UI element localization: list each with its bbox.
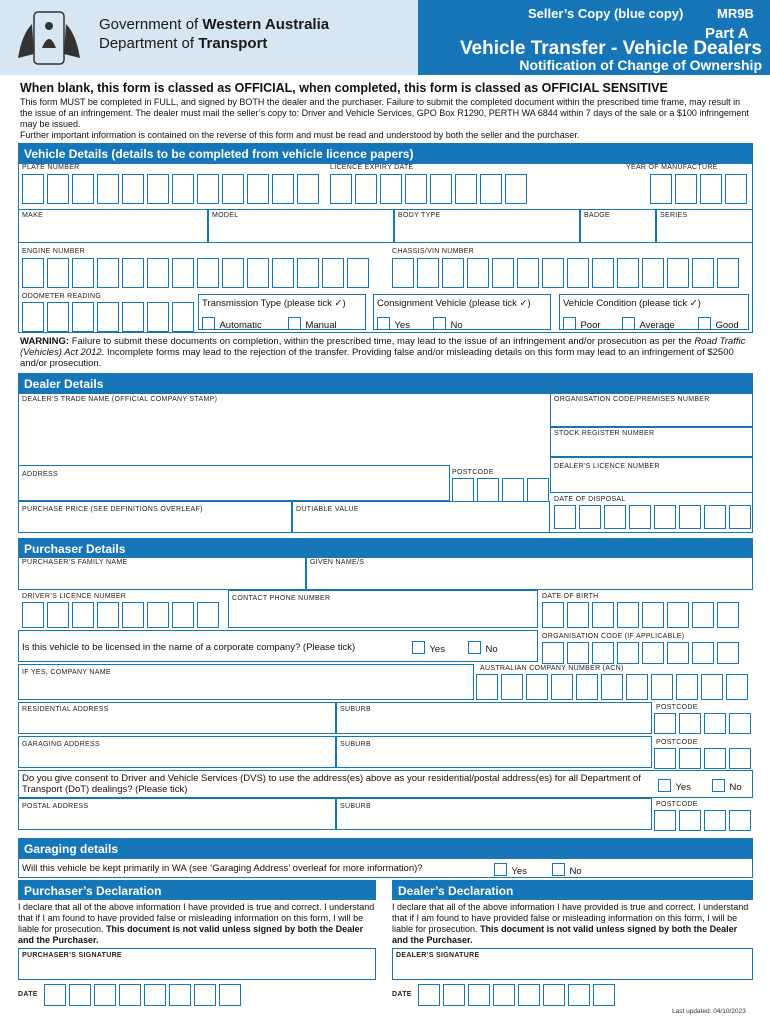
org-applicable-label: ORGANISATION CODE (IF APPLICABLE) — [542, 633, 685, 640]
year-cells[interactable] — [650, 174, 750, 204]
make-field[interactable] — [18, 209, 208, 243]
condition-poor[interactable]: Poor — [563, 315, 601, 333]
res-postcode-cells[interactable] — [654, 713, 754, 734]
licence-cells[interactable] — [22, 602, 222, 628]
poor-checkbox[interactable] — [563, 317, 576, 330]
family-label: PURCHASER’S FAMILY NAME — [22, 559, 128, 566]
acn-cells[interactable] — [476, 674, 751, 700]
gar-suburb-field[interactable] — [336, 736, 652, 768]
disposal-label: DATE OF DISPOSAL — [554, 496, 626, 503]
garaging-label: GARAGING ADDRESS — [22, 741, 100, 748]
purchaser-date-cells[interactable] — [44, 984, 244, 1006]
plate-cells[interactable] — [22, 174, 322, 204]
odometer-cells[interactable] — [22, 302, 197, 332]
purchaser-signature-label: PURCHASER’S SIGNATURE — [22, 952, 122, 959]
address-label: ADDRESS — [22, 471, 58, 478]
consent-question: Do you give consent to Driver and Vehicle Services (DVS) to use the address(es) above as your residential/postal address(es) for all Department of Transport (DoT) dealings? (Please tick) — [22, 773, 641, 795]
intro-text: This form MUST be completed in FULL, and signed by BOTH the dealer and the purchaser. Failure to submit the completed document within the prescribed time frame, may result in the issue of an infringement. The dealer must mail the seller’s copy to: Driver and Vehicle Services, GPO Box R1290, PERTH WA 6844 within 7 days of the sale or a $100 infringement may be issued. — [20, 97, 749, 129]
garaging-no-checkbox[interactable] — [552, 863, 565, 876]
purchaser-decl-text: I declare that all of the above information I have provided is true and correct. I understand that if I am found to have provided false or misleading information on this form, I will be liable for prosecution. This document is not valid unless signed by both the Dealer and the Purchaser. — [18, 902, 375, 945]
gar-postcode-label: POSTCODE — [656, 739, 698, 746]
make-label: MAKE — [22, 212, 44, 219]
dealer-signature-label: DEALER’S SIGNATURE — [396, 952, 480, 959]
consent-no-checkbox[interactable] — [712, 779, 725, 792]
acn-label: AUSTRALIAN COMPANY NUMBER (ACN) — [480, 665, 624, 672]
chassis-cells[interactable] — [392, 258, 742, 288]
price-label: PURCHASE PRICE (SEE DEFINITIONS OVERLEAF) — [22, 506, 203, 513]
res-suburb-label: SUBURB — [340, 706, 371, 713]
form-title: Vehicle Transfer - Vehicle Dealers — [459, 38, 762, 59]
odometer-label: ODOMETER READING — [22, 293, 102, 300]
part-label: Part A — [705, 25, 749, 42]
engine-label: ENGINE NUMBER — [22, 248, 86, 255]
dealer-licence-label: DEALER’S LICENCE NUMBER — [554, 463, 660, 470]
chassis-label: CHASSIS/VIN NUMBER — [392, 248, 475, 255]
gar-suburb-label: SUBURB — [340, 741, 371, 748]
plate-label: PLATE NUMBER — [22, 164, 80, 171]
good-checkbox[interactable] — [698, 317, 711, 330]
vehicle-heading: Vehicle Details (details to be completed from vehicle licence papers) — [18, 143, 753, 163]
automatic-option[interactable]: Automatic — [202, 315, 262, 333]
dob-label: DATE OF BIRTH — [542, 593, 599, 600]
dealer-postcode-cells[interactable] — [452, 478, 552, 502]
consent-no[interactable]: No — [712, 777, 742, 795]
consent-yes-checkbox[interactable] — [658, 779, 671, 792]
consignment-yes-checkbox[interactable] — [377, 317, 390, 330]
postal-postcode-cells[interactable] — [654, 810, 754, 831]
consignment-label: Consignment Vehicle (please tick ✓) — [377, 298, 531, 309]
body-label: BODY TYPE — [398, 212, 441, 219]
dealer-date-cells[interactable] — [418, 984, 618, 1006]
condition-good[interactable]: Good — [698, 315, 739, 333]
consignment-no-checkbox[interactable] — [433, 317, 446, 330]
given-field[interactable] — [306, 556, 753, 590]
org-code-label: ORGANISATION CODE/PREMISES NUMBER — [554, 396, 710, 403]
dob-cells[interactable] — [542, 602, 742, 628]
dealer-postcode-label: POSTCODE — [452, 469, 494, 476]
postal-label: POSTAL ADDRESS — [22, 803, 89, 810]
dealer-decl-text: I declare that all of the above information I have provided is true and correct. I understand that if I am found to have provided false or misleading information on this form, I will be liable for prosecution. This document is not valid unless signed by both the Dealer and the Purchaser. — [392, 902, 749, 945]
badge-label: BADGE — [584, 212, 611, 219]
gar-postcode-cells[interactable] — [654, 748, 754, 769]
dealer-decl-heading: Dealer’s Declaration — [392, 880, 753, 900]
trade-name-label: DEALER’S TRADE NAME (OFFICIAL COMPANY STAMP) — [22, 396, 218, 403]
expiry-label: LICENCE EXPIRY DATE — [330, 164, 414, 171]
dealer-heading: Dealer Details — [18, 373, 753, 393]
org-applicable-cells[interactable] — [542, 642, 742, 664]
consignment-no[interactable]: No — [433, 315, 463, 333]
consignment-yes[interactable]: Yes — [377, 315, 410, 333]
copy-label: Seller’s Copy (blue copy) — [528, 6, 684, 21]
dealer-date-label: DATE — [392, 991, 412, 998]
garaging-question: Will this vehicle be kept primarily in WA (see ‘Garaging Address’ overleaf for more information)? — [22, 863, 423, 874]
gov-title: Government of Western Australia — [99, 16, 330, 33]
dutiable-label: DUTIABLE VALUE — [296, 506, 359, 513]
manual-checkbox[interactable] — [288, 317, 301, 330]
purchaser-decl-heading: Purchaser’s Declaration — [18, 880, 376, 900]
company-label: IF YES, COMPANY NAME — [22, 669, 111, 676]
model-label: MODEL — [212, 212, 239, 219]
corporate-no-checkbox[interactable] — [468, 641, 481, 654]
phone-label: CONTACT PHONE NUMBER — [232, 595, 331, 602]
condition-average[interactable]: Average — [622, 315, 675, 333]
corporate-yes-checkbox[interactable] — [412, 641, 425, 654]
purchaser-heading: Purchaser Details — [18, 538, 753, 558]
corporate-question: Is this vehicle to be licensed in the name of a corporate company? (Please tick) — [22, 642, 356, 653]
expiry-cells[interactable] — [330, 174, 530, 204]
corporate-no[interactable]: No — [468, 639, 498, 657]
corporate-yes[interactable]: Yes — [412, 639, 445, 657]
address-field[interactable] — [18, 465, 450, 501]
form-subtitle: Notification of Change of Ownership — [519, 57, 762, 73]
licence-label: DRIVER’S LICENCE NUMBER — [22, 593, 127, 600]
further-info: Further important information is contained on the reverse of this form and must be read and understood by both the seller and the purchaser. — [20, 130, 580, 140]
form-code: MR9B — [717, 6, 754, 21]
postal-suburb-label: SUBURB — [340, 803, 371, 810]
consent-yes[interactable]: Yes — [658, 777, 691, 795]
garaging-no[interactable]: No — [552, 861, 582, 879]
automatic-checkbox[interactable] — [202, 317, 215, 330]
manual-option[interactable]: Manual — [288, 315, 337, 333]
last-updated: Last updated: 04/10/2023 — [672, 1008, 746, 1015]
residential-label: RESIDENTIAL ADDRESS — [22, 706, 109, 713]
series-label: SERIES — [660, 212, 688, 219]
year-label: YEAR OF MANUFACTURE — [626, 164, 718, 171]
transmission-label: Transmission Type (please tick ✓) — [202, 298, 346, 309]
disposal-cells[interactable] — [554, 505, 754, 529]
res-postcode-label: POSTCODE — [656, 704, 698, 711]
postal-suburb-field[interactable] — [336, 798, 652, 830]
garaging-yes[interactable]: Yes — [494, 861, 527, 879]
warning-text: WARNING: Failure to submit these documents on completion, within the prescribed time, may lead to the issue of an infringement and/or prosecution as per the Road Traffic (Vehicles) Act 2012. Incomplete forms may lead to the rejection of the transfer. Providing false and/or misleading details on this form may lead to an infringement of $2500 and/or prosecution. — [20, 336, 746, 369]
condition-label: Vehicle Condition (please tick ✓) — [563, 298, 701, 309]
garaging-heading: Garaging details — [18, 838, 753, 858]
garaging-yes-checkbox[interactable] — [494, 863, 507, 876]
postal-postcode-label: POSTCODE — [656, 801, 698, 808]
given-label: GIVEN NAME/S — [310, 559, 365, 566]
average-checkbox[interactable] — [622, 317, 635, 330]
purchaser-date-label: DATE — [18, 991, 38, 998]
stock-label: STOCK REGISTER NUMBER — [554, 430, 655, 437]
wa-crest-logo — [12, 8, 86, 68]
res-suburb-field[interactable] — [336, 702, 652, 734]
classification: When blank, this form is classed as OFFICIAL, when completed, this form is classed as OFFICIAL SENSITIVE — [20, 81, 668, 95]
engine-cells[interactable] — [22, 258, 372, 288]
dept-title: Department of Transport — [99, 35, 268, 52]
